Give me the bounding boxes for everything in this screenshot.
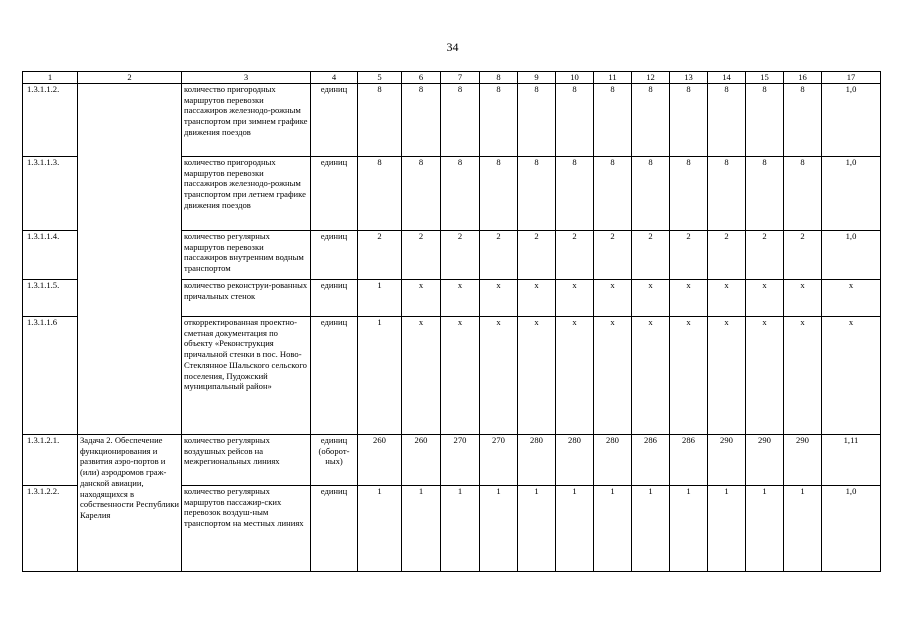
value-cell: 2 bbox=[480, 231, 518, 280]
unit-cell: единиц bbox=[311, 231, 358, 280]
value-cell: x bbox=[632, 317, 670, 435]
unit-cell: единиц bbox=[311, 280, 358, 317]
row-code-cell: 1.3.1.1.2. bbox=[23, 84, 78, 157]
row-code-cell: 1.3.1.1.3. bbox=[23, 157, 78, 231]
value-cell: 290 bbox=[784, 435, 822, 486]
value-cell: 270 bbox=[480, 435, 518, 486]
value-cell: x bbox=[402, 317, 441, 435]
header-cell: 4 bbox=[311, 72, 358, 84]
header-cell: 6 bbox=[402, 72, 441, 84]
value-cell: 8 bbox=[556, 157, 594, 231]
header-cell: 17 bbox=[822, 72, 881, 84]
value-cell: 290 bbox=[708, 435, 746, 486]
row-code-cell: 1.3.1.1.6 bbox=[23, 317, 78, 435]
row-code-cell: 1.3.1.1.4. bbox=[23, 231, 78, 280]
value-cell: 1 bbox=[358, 280, 402, 317]
value-cell: 1 bbox=[518, 486, 556, 572]
indicator-cell: количество реконструи-рованных причальных стенок bbox=[182, 280, 311, 317]
unit-cell: единиц (оборот-ных) bbox=[311, 435, 358, 486]
value-cell: 2 bbox=[708, 231, 746, 280]
value-cell: 1,0 bbox=[822, 231, 881, 280]
indicator-cell: откорректированная проектно-сметная документация по объекту «Реконструкция причальной стенки в пос. Ново-Стеклянное Шальского сельского поселения, Пудожский муниципальный район» bbox=[182, 317, 311, 435]
value-cell: 2 bbox=[441, 231, 480, 280]
value-cell: x bbox=[594, 280, 632, 317]
indicator-cell: количество регулярных маршрутов пассажир-ских перевозок воздуш-ным транспортом на местных линиях bbox=[182, 486, 311, 572]
value-cell: 270 bbox=[441, 435, 480, 486]
header-cell: 15 bbox=[746, 72, 784, 84]
page-number: 34 bbox=[446, 40, 459, 54]
unit-cell: единиц bbox=[311, 84, 358, 157]
row-code-cell: 1.3.1.1.5. bbox=[23, 280, 78, 317]
value-cell: 1 bbox=[556, 486, 594, 572]
value-cell: 2 bbox=[594, 231, 632, 280]
value-cell: 1 bbox=[632, 486, 670, 572]
value-cell: 8 bbox=[402, 157, 441, 231]
value-cell: 2 bbox=[518, 231, 556, 280]
value-cell: 8 bbox=[708, 157, 746, 231]
value-cell: 2 bbox=[784, 231, 822, 280]
value-cell: 8 bbox=[708, 84, 746, 157]
value-cell: x bbox=[746, 280, 784, 317]
unit-cell: единиц bbox=[311, 157, 358, 231]
header-cell: 11 bbox=[594, 72, 632, 84]
value-cell: x bbox=[480, 280, 518, 317]
value-cell: x bbox=[822, 317, 881, 435]
header-cell: 9 bbox=[518, 72, 556, 84]
header-row bbox=[23, 72, 881, 84]
value-cell: 1 bbox=[784, 486, 822, 572]
value-cell: 260 bbox=[402, 435, 441, 486]
value-cell: 8 bbox=[632, 84, 670, 157]
value-cell: x bbox=[784, 280, 822, 317]
value-cell: 8 bbox=[402, 84, 441, 157]
header-cell: 5 bbox=[358, 72, 402, 84]
value-cell: 2 bbox=[670, 231, 708, 280]
value-cell: 260 bbox=[358, 435, 402, 486]
table-row bbox=[23, 435, 881, 486]
header-cell: 8 bbox=[480, 72, 518, 84]
header-cell: 13 bbox=[670, 72, 708, 84]
row-code-cell: 1.3.1.2.2. bbox=[23, 486, 78, 572]
value-cell: 1 bbox=[402, 486, 441, 572]
value-cell: 2 bbox=[632, 231, 670, 280]
value-cell: 8 bbox=[746, 157, 784, 231]
value-cell: 280 bbox=[556, 435, 594, 486]
header-cell: 16 bbox=[784, 72, 822, 84]
value-cell: x bbox=[518, 317, 556, 435]
value-cell: x bbox=[441, 317, 480, 435]
value-cell: 1 bbox=[358, 317, 402, 435]
value-cell: 8 bbox=[441, 84, 480, 157]
value-cell: 1 bbox=[670, 486, 708, 572]
value-cell: 8 bbox=[784, 84, 822, 157]
row-code-cell: 1.3.1.2.1. bbox=[23, 435, 78, 486]
table-row bbox=[23, 84, 881, 157]
value-cell: 1,0 bbox=[822, 157, 881, 231]
value-cell: 8 bbox=[358, 84, 402, 157]
indicator-cell: количество пригородных маршрутов перевозки пассажиров железнодо-рожным транспортом при летнем графике движения поездов bbox=[182, 157, 311, 231]
value-cell: x bbox=[670, 317, 708, 435]
value-cell: 8 bbox=[358, 157, 402, 231]
value-cell: 8 bbox=[746, 84, 784, 157]
value-cell: 286 bbox=[670, 435, 708, 486]
value-cell: 8 bbox=[518, 157, 556, 231]
value-cell: 2 bbox=[358, 231, 402, 280]
value-cell: x bbox=[746, 317, 784, 435]
value-cell: x bbox=[632, 280, 670, 317]
header-cell: 7 bbox=[441, 72, 480, 84]
value-cell: 2 bbox=[556, 231, 594, 280]
value-cell: 1 bbox=[708, 486, 746, 572]
header-cell: 2 bbox=[78, 72, 182, 84]
value-cell: 8 bbox=[480, 84, 518, 157]
value-cell: x bbox=[822, 280, 881, 317]
indicator-cell: количество пригородных маршрутов перевозки пассажиров железнодо-рожным транспортом при зимнем графике движения поездов bbox=[182, 84, 311, 157]
value-cell: 280 bbox=[518, 435, 556, 486]
value-cell: x bbox=[441, 280, 480, 317]
header-cell: 1 bbox=[23, 72, 78, 84]
value-cell: x bbox=[518, 280, 556, 317]
value-cell: x bbox=[556, 317, 594, 435]
indicator-table bbox=[22, 71, 881, 572]
value-cell: 1 bbox=[358, 486, 402, 572]
header-cell: 14 bbox=[708, 72, 746, 84]
value-cell: x bbox=[708, 317, 746, 435]
unit-cell: единиц bbox=[311, 317, 358, 435]
header-cell: 12 bbox=[632, 72, 670, 84]
value-cell: 8 bbox=[670, 84, 708, 157]
value-cell: 8 bbox=[632, 157, 670, 231]
value-cell: 8 bbox=[441, 157, 480, 231]
value-cell: x bbox=[784, 317, 822, 435]
value-cell: 2 bbox=[746, 231, 784, 280]
value-cell: 8 bbox=[480, 157, 518, 231]
value-cell: 1 bbox=[480, 486, 518, 572]
value-cell: 1 bbox=[746, 486, 784, 572]
value-cell: 2 bbox=[402, 231, 441, 280]
value-cell: 8 bbox=[518, 84, 556, 157]
indicator-cell: количество регулярных маршрутов перевозки пассажиров внутренним водным транспортом bbox=[182, 231, 311, 280]
header-cell: 10 bbox=[556, 72, 594, 84]
task-cell-empty bbox=[78, 84, 182, 435]
value-cell: 8 bbox=[556, 84, 594, 157]
value-cell: 286 bbox=[632, 435, 670, 486]
value-cell: 1 bbox=[441, 486, 480, 572]
value-cell: 8 bbox=[594, 84, 632, 157]
indicator-cell: количество регулярных воздушных рейсов на межрегиональных линиях bbox=[182, 435, 311, 486]
value-cell: x bbox=[556, 280, 594, 317]
value-cell: 1,0 bbox=[822, 84, 881, 157]
value-cell: 1 bbox=[594, 486, 632, 572]
value-cell: 1,11 bbox=[822, 435, 881, 486]
value-cell: 8 bbox=[784, 157, 822, 231]
value-cell: x bbox=[594, 317, 632, 435]
value-cell: x bbox=[402, 280, 441, 317]
value-cell: 280 bbox=[594, 435, 632, 486]
value-cell: 8 bbox=[594, 157, 632, 231]
value-cell: 8 bbox=[670, 157, 708, 231]
value-cell: x bbox=[708, 280, 746, 317]
task-cell: Задача 2. Обеспечение функционирования и развития аэро-портов и (или) аэродромов граж-данской авиации, находящихся в собственности Республики Карелия bbox=[78, 435, 182, 572]
value-cell: 1,0 bbox=[822, 486, 881, 572]
value-cell: 290 bbox=[746, 435, 784, 486]
value-cell: x bbox=[670, 280, 708, 317]
value-cell: x bbox=[480, 317, 518, 435]
unit-cell: единиц bbox=[311, 486, 358, 572]
header-cell: 3 bbox=[182, 72, 311, 84]
